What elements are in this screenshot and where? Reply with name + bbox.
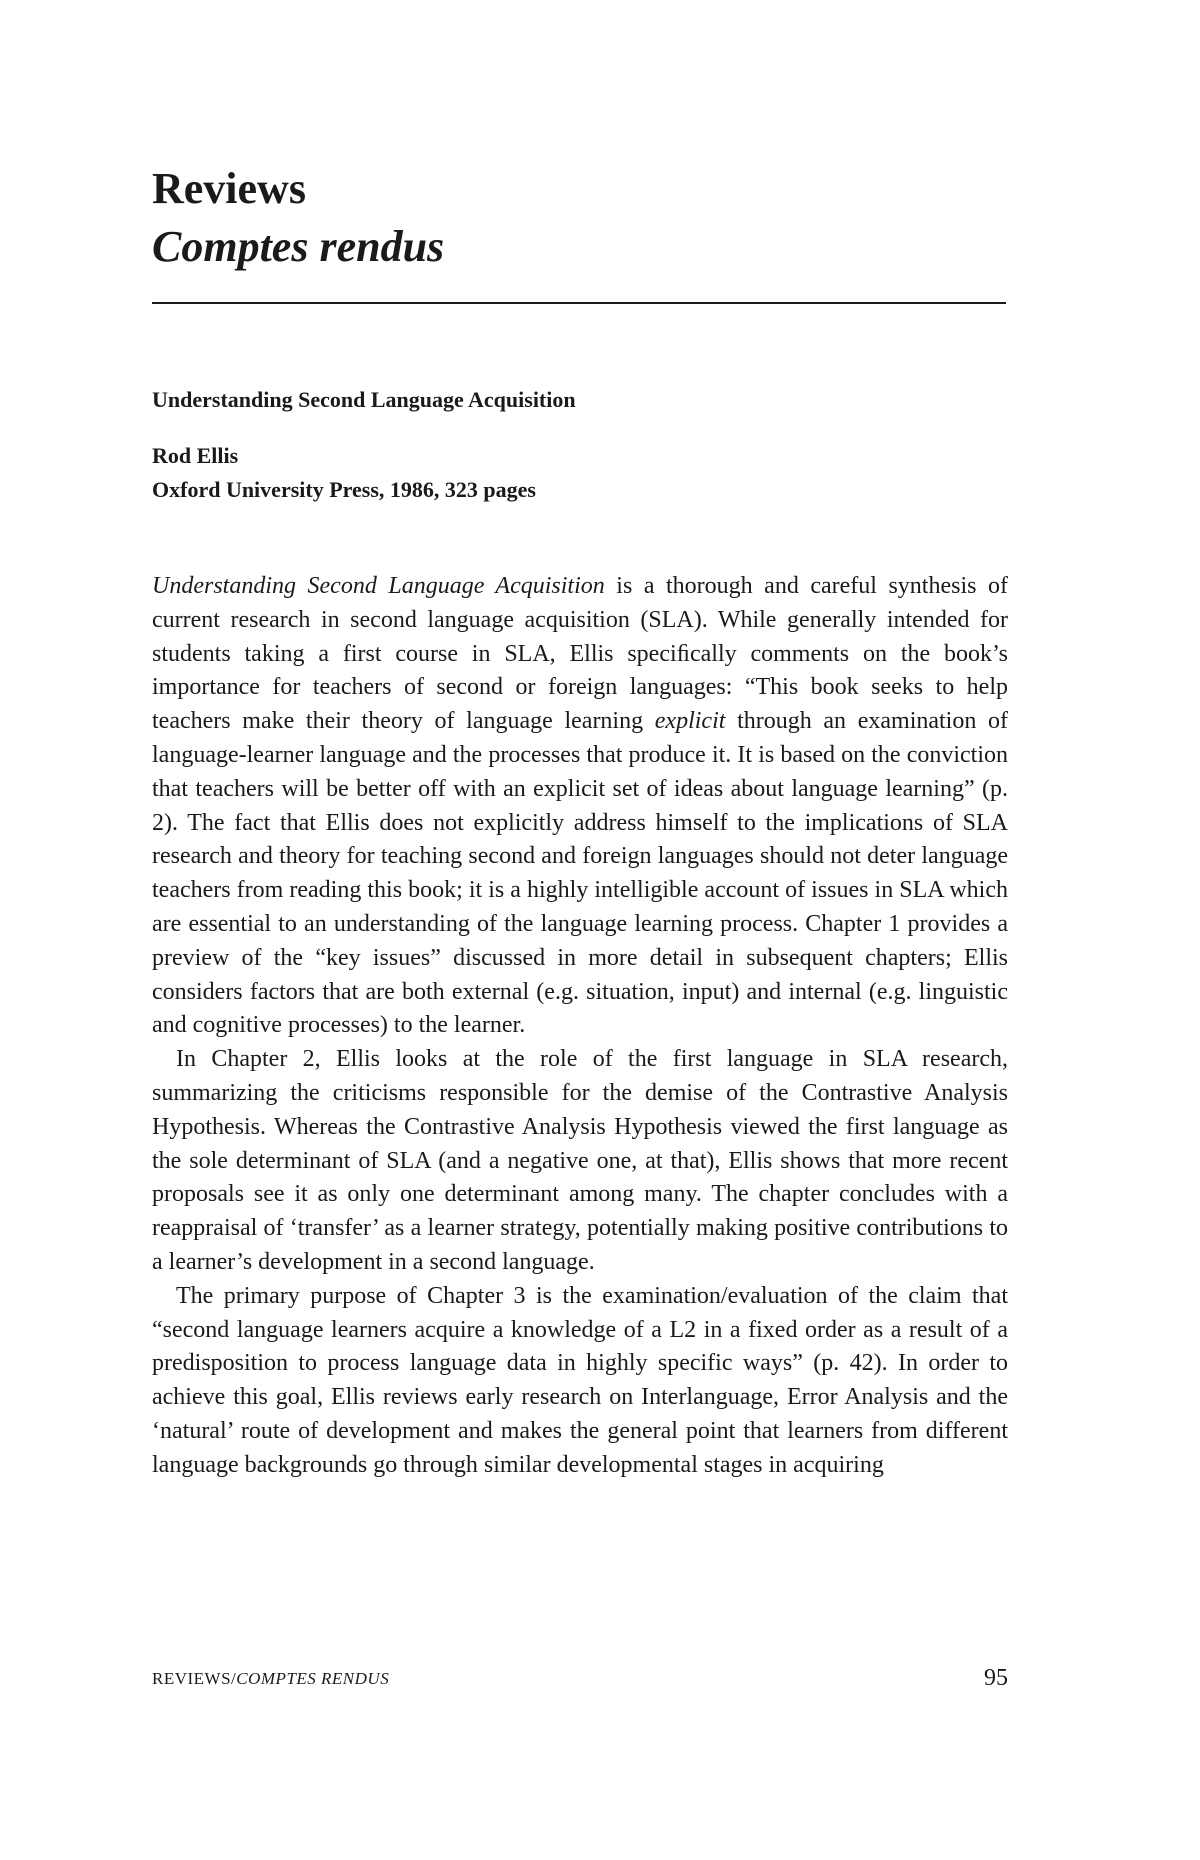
section-heading — [152, 160, 444, 276]
section-title: Reviews — [152, 164, 306, 213]
book-author: Rod Ellis — [152, 443, 239, 468]
book-publisher: Oxford University Press, 1986, 323 pages — [152, 477, 536, 502]
paragraph-1-text-a: is a thorough and careful synthesis of current research in second language acquisition (SLA). While generally intended for students taking a first course in SLA, Ellis speciﬁcally comments on the book’s importance for teachers of second or foreign languages: “This book seeks to help teachers make their theory of language learning — [152, 573, 1008, 735]
horizontal-rule — [152, 302, 1006, 304]
review-paragraph-3: The primary purpose of Chapter 3 is the examination/evaluation of the claim that “second language learners acquire a knowledge of a L2 in a fixed order as a result of a predisposition to process language data in highly specific ways” (p. 42). In order to achieve this goal, Ellis reviews early research on Interlanguage, Error Analysis and the ‘natural’ route of development and makes the general point that learners from different language backgrounds go through similar developmental stages in acquiring — [152, 1282, 1008, 1478]
section-subtitle: Comptes rendus — [152, 222, 445, 271]
review-paragraph-2: In Chapter 2, Ellis looks at the role of the first language in SLA research, summarizing the criticisms responsible for the demise of the Contrastive Analysis Hypothesis. Whereas the Contrastive Analysis Hypothesis viewed the first language as the sole determinant of SLA (and a negative one, at that), Ellis shows that more recent proposals see it as only one determinant among many. The chapter concludes with a reappraisal of ‘transfer’ as a learner strategy, potentially making positive contributions to a learner’s development in a second language. — [152, 1046, 1008, 1275]
paragraph-1-text-b: through an examination of language-learner language and the processes that produce it. It is based on the conviction that teachers will be better off with an explicit set of ideas about language learning” (p. 2). The fact that Ellis does not explicitly address himself to the implications of SLA research and theory for teaching second and foreign languages should not deter language teachers from reading this book; it is a highly intelligible account of issues in SLA which are essential to an understanding of the language learning process. Chapter 1 provides a preview of the “key issues” discussed in more detail in subsequent chapters; Ellis considers factors that are both external (e.g. situation, input) and internal (e.g. linguistic and cognitive processes) to the learner. — [152, 708, 1009, 1039]
book-title: Understanding Second Language Acquisition — [152, 387, 576, 412]
book-info — [152, 383, 1012, 507]
page-footer — [152, 1665, 1008, 1695]
emphasis-explicit: explicit — [654, 708, 726, 735]
review-body — [152, 570, 1008, 1483]
review-paragraph-1 — [152, 570, 1008, 1043]
book-title-italic: Understanding Second Language Acquisition — [152, 573, 605, 599]
running-head-en: REVIEWS/ — [152, 1669, 237, 1688]
page-number: 95 — [984, 1665, 1008, 1691]
running-head — [152, 1669, 389, 1689]
running-head-fr: COMPTES RENDUS — [236, 1669, 390, 1688]
